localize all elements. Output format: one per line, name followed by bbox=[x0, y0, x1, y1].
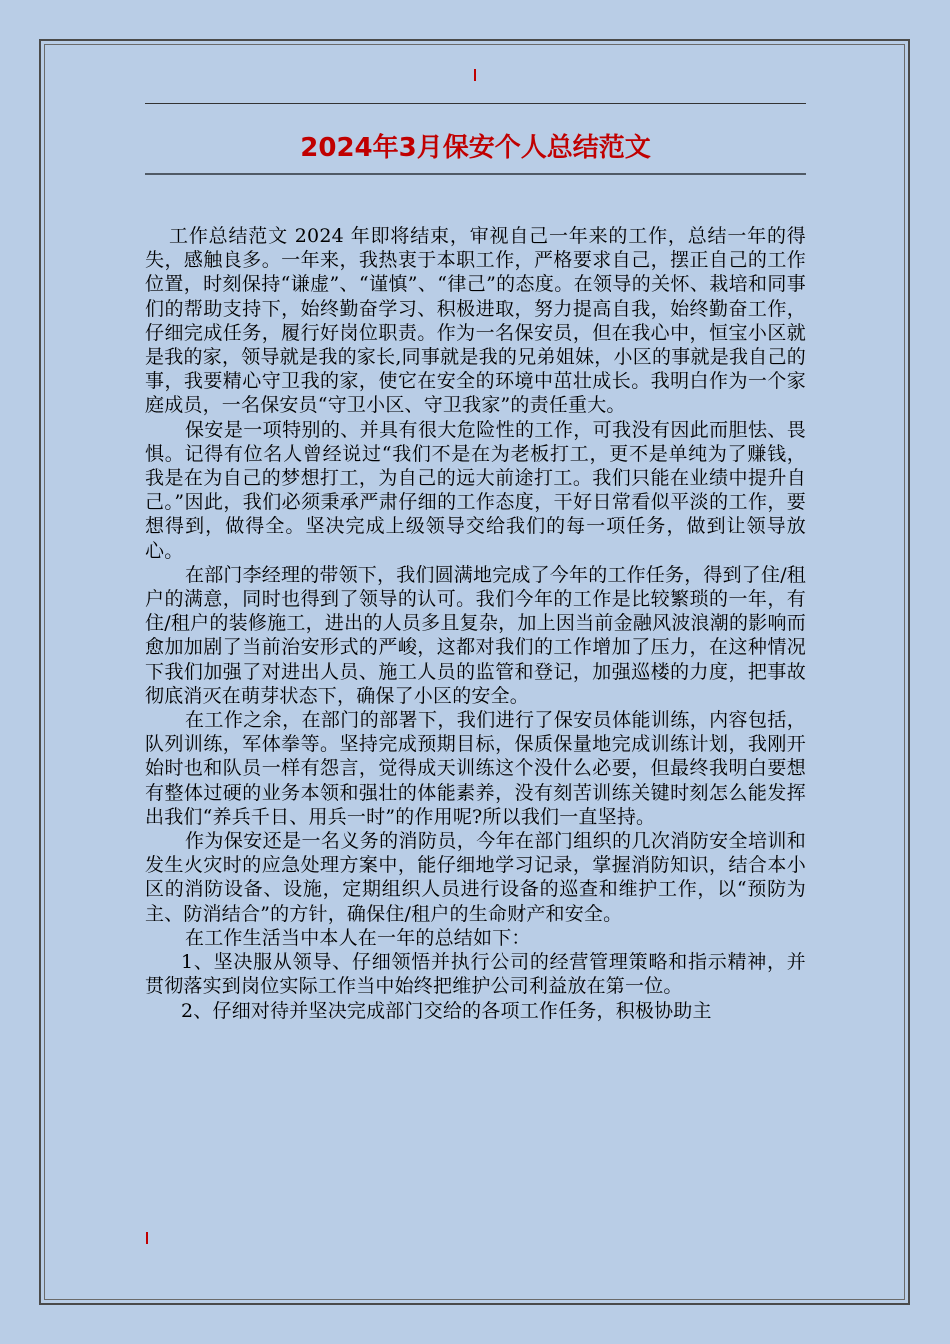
paragraph-summary-intro: 在工作生活当中本人在一年的总结如下： bbox=[185, 926, 531, 949]
document-body bbox=[145, 224, 806, 1023]
paragraph-department-tasks: 在部门李经理的带领下，我们圆满地完成了今年的工作任务，得到了住/租户的满意，同时也得到了领导的认可。我们今年的工作是比较繁琐的一年，有住/租户的装修施工，进出的人员多且复杂，加上因当前金融风波浪潮的影响而愈加加剧了当前治安形式的严峻，这都对我们的工作增加了压力，在这种情况下我们加强了对进出人员、施工人员的监管和登记，加强巡楼的力度，把事故彻底消灭在萌芽状态下，确保了小区的安全。 bbox=[145, 563, 807, 707]
paragraph-fire-safety: 作为保安还是一名义务的消防员，今年在部门组织的几次消防安全培训和发生火灾时的应急处理方案中，能仔细地学习记录，掌握消防知识，结合本小区的消防设备、设施，定期组织人员进行设备的巡查和维护工作，以“预防为主、防消结合”的方针，确保住/租户的生命财产和安全。 bbox=[145, 830, 806, 925]
footer-cursor-mark bbox=[146, 1232, 148, 1244]
list-item-2: 2、仔细对待并坚决完成部门交给的各项工作任务，积极协助主 bbox=[181, 999, 712, 1022]
list-item-1: 1、坚决服从领导、仔细领悟并执行公司的经营管理策略和指示精神，并贯彻落实到岗位实际工作当中始终把维护公司利益放在第一位。 bbox=[145, 951, 806, 998]
header-cursor-mark bbox=[474, 69, 476, 81]
header-rule bbox=[145, 103, 806, 104]
paragraph-security-work: 保安是一项特别的、并具有很大危险性的工作，可我没有因此而胆怯、畏惧。记得有位名人曾经说过“我们不是在为老板打工，更不是单纯为了赚钱，我是在为自己的梦想打工，为自己的远大前途打工。我们只能在业绩中提升自己。”因此，我们必须秉承严肃仔细的工作态度，干好日常看似平淡的工作，要想得到，做得全。坚决完成上级领导交给我们的每一项任务，做到让领导放心。 bbox=[145, 418, 806, 562]
paragraph-intro: 工作总结范文 2024 年即将结束，审视自己一年来的工作，总结一年的得失，感触良多。一年来，我热衷于本职工作，严格要求自己，摆正自己的工作位置，时刻保持“谦虚”、“谨慎”、“律己”的态度。在领导的关怀、栽培和同事们的帮助支持下，始终勤奋学习、积极进取，努力提高自我，始终勤奋工作，仔细完成任务，履行好岗位职责。作为一名保安员，但在我心中，恒宝小区就是我的家，领导就是我的家长,同事就是我的兄弟姐妹，小区的事就是我自己的事，我要精心守卫我的家，使它在安全的环境中茁壮成长。我明白作为一个家庭成员，一名保安员“守卫小区、守卫我家”的责任重大。 bbox=[145, 225, 806, 417]
document-title: 2024年3月保安个人总结范文 bbox=[300, 133, 651, 163]
paragraph-training: 在工作之余，在部门的部署下，我们进行了保安员体能训练，内容包括，队列训练，军体拳等。坚持完成预期目标，保质保量地完成训练计划，我刚开始时也和队员一样有怨言，觉得成天训练这个没什么必要，但最终我明白要想有整体过硬的业务本领和强壮的体能素养，没有刻苦训练关键时刻怎么能发挥出我们“养兵千日、用兵一时”的作用呢?所以我们一直坚持。 bbox=[145, 709, 806, 828]
title-rule bbox=[145, 173, 806, 175]
